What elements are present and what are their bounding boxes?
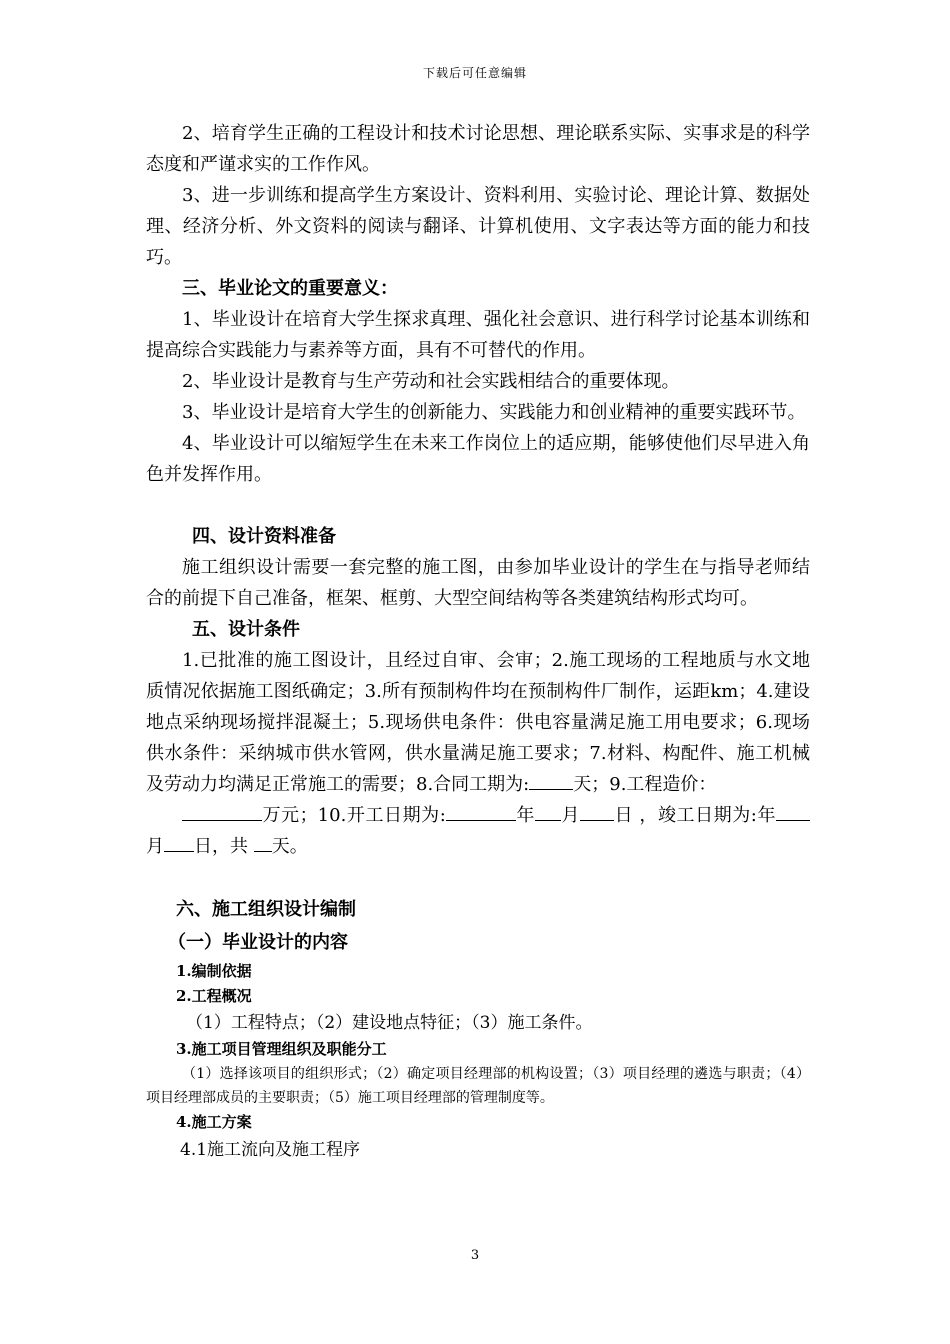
paragraph: 2、毕业设计是教育与生产劳动和社会实践相结合的重要体现。 — [182, 371, 680, 392]
item-text: （1）选择该项目的组织形式；（2）确定项目经理部的机构设置；（3）项目经理的遴选与职责；（4）项目经理部成员的主要职责；（5）施工项目经理部的管理制度等。 — [146, 1066, 810, 1106]
paragraph: 2、培育学生正确的工程设计和技术讨论思想、理论联系实际、实事求是的科学态度和严谨求实的工作作风。 — [146, 123, 810, 175]
document-body — [146, 118, 810, 1165]
blank-line — [164, 833, 194, 852]
text: 月 — [146, 836, 164, 857]
page-header: 下载后可任意编辑 — [422, 66, 527, 80]
text: 年 — [515, 805, 535, 826]
item-heading: 1.编制依据 — [176, 962, 252, 980]
blank-line — [182, 802, 262, 821]
item-heading: 3.施工项目管理组织及职能分工 — [176, 1040, 387, 1058]
text: 天。 — [271, 836, 308, 857]
paragraph: 4、毕业设计可以缩短学生在未来工作岗位上的适应期，能够使他们尽早进入角色并发挥作用。 — [146, 433, 810, 485]
text: 日，共 — [194, 836, 254, 857]
blank-line — [535, 802, 561, 821]
section-heading: 五、设计条件 — [192, 619, 300, 640]
blank-line — [446, 802, 516, 821]
paragraph: 3、毕业设计是培育大学生的创新能力、实践能力和创业精神的重要实践环节。 — [182, 402, 806, 423]
section-heading: 三、毕业论文的重要意义： — [182, 278, 398, 299]
blank-line — [529, 771, 573, 790]
paragraph-dates — [146, 800, 810, 862]
text: 年 — [756, 805, 776, 826]
blank-line — [254, 833, 272, 852]
text: 月 — [560, 805, 581, 826]
item-heading: 4.施工方案 — [176, 1113, 252, 1131]
text: 日 ，竣工日期为: — [614, 805, 757, 826]
item-text: 4.1施工流向及施工程序 — [180, 1140, 361, 1160]
section-heading: 四、设计资料准备 — [192, 526, 336, 547]
paragraph: 施工组织设计需要一套完整的施工图，由参加毕业设计的学生在与指导老师结合的前提下自己准备，框架、框剪、大型空间结构等各类建筑结构形式均可。 — [146, 557, 810, 609]
blank-line — [580, 802, 614, 821]
page-number: 3 — [470, 1248, 480, 1263]
text: 1.已批准的施工图设计，且经过自审、会审；2.施工现场的工程地质与水文地质情况依据施工图纸确定；3.所有预制构件均在预制构件厂制作，运距km；4.建设地点采纳现场搅拌混凝土；5.现场供电条件：供电容量满足施工用电要求；6.现场供水条件：采纳城市供水管网，供水量满足施工要求；7.材料、构配件、施工机械及劳动力均满足正常施工的需要；8.合同工期为: — [146, 650, 810, 795]
text: 万元；10.开工日期为: — [262, 805, 446, 826]
item-heading: 2.工程概况 — [176, 987, 252, 1005]
paragraph: 1、毕业设计在培育大学生探求真理、强化社会意识、进行科学讨论基本训练和提高综合实践能力与素养等方面，具有不可替代的作用。 — [146, 309, 810, 361]
item-text: （1）工程特点；（2）建设地点特征；（3）施工条件。 — [186, 1013, 593, 1033]
section-heading: 六、施工组织设计编制 — [176, 899, 356, 920]
subsection-heading: （一）毕业设计的内容 — [168, 932, 348, 953]
text: 天；9.工程造价： — [573, 774, 717, 795]
blank-line — [776, 802, 810, 821]
paragraph-conditions — [146, 645, 810, 800]
paragraph: 3、进一步训练和提高学生方案设计、资料利用、实验讨论、理论计算、数据处理、经济分析、外文资料的阅读与翻译、计算机使用、文字表达等方面的能力和技巧。 — [146, 185, 810, 268]
